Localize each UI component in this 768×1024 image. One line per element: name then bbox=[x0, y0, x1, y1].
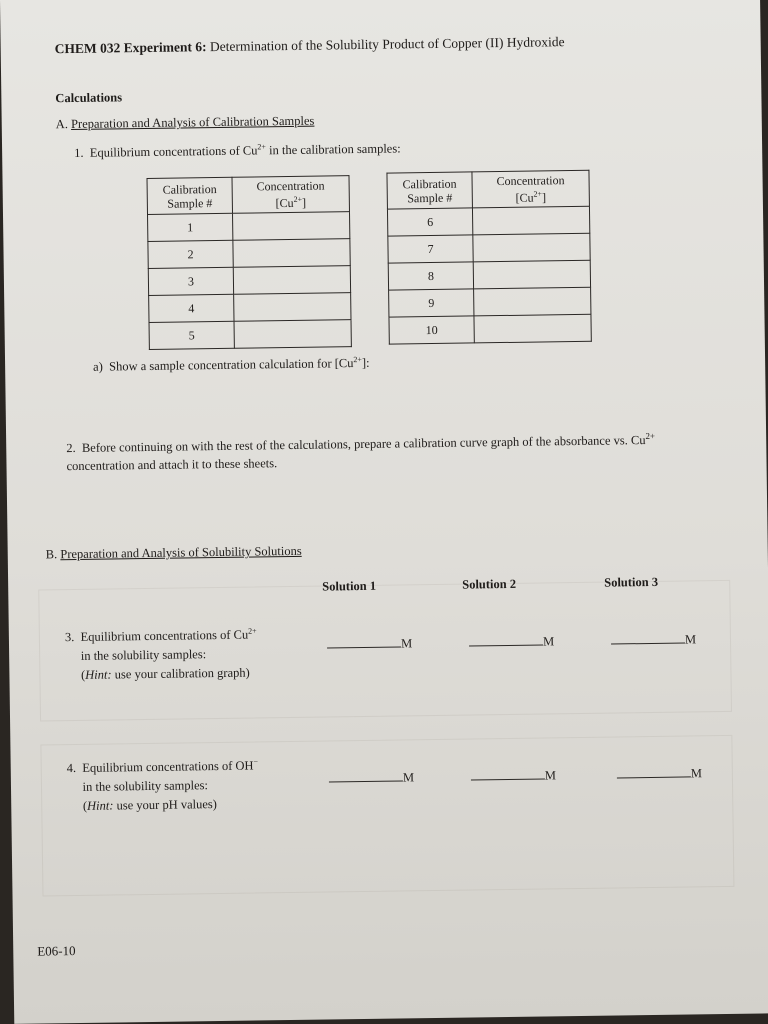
page-title: CHEM 032 Experiment 6: Determination of the Solubility Product of Copper (II) Hydroxide bbox=[54, 34, 565, 57]
q4-solution-1-blank[interactable]: M bbox=[329, 768, 414, 786]
section-a-heading: A. Preparation and Analysis of Calibration Samples bbox=[55, 113, 315, 132]
solution-2-header: Solution 2 bbox=[462, 576, 517, 592]
table-row bbox=[148, 239, 350, 269]
table-row bbox=[149, 320, 351, 350]
sample-number: 4 bbox=[149, 294, 234, 322]
concentration-cell[interactable] bbox=[233, 212, 350, 241]
solution-1-header: Solution 1 bbox=[322, 578, 377, 594]
calibration-table-left bbox=[146, 175, 351, 350]
table-row bbox=[149, 293, 351, 323]
header-concentration: Concentration $[Cu^{2+}]$ bbox=[232, 176, 349, 214]
q4-solution-2-blank[interactable]: M bbox=[471, 766, 556, 784]
solution-3-header: Solution 3 bbox=[604, 574, 659, 590]
question-1a: a) Show a sample concentration calculation for $[Cu^{2+}]$: bbox=[93, 354, 370, 374]
sample-number: 1 bbox=[148, 213, 233, 241]
concentration-cell[interactable] bbox=[473, 260, 590, 289]
sample-number: 10 bbox=[389, 316, 474, 344]
question-1: 1. Equilibrium concentrations of $Cu^{2+}$ in the calibration samples: bbox=[74, 141, 401, 160]
sample-number: 6 bbox=[387, 208, 472, 236]
concentration-cell[interactable] bbox=[233, 266, 350, 295]
concentration-cell[interactable] bbox=[472, 206, 589, 235]
concentration-cell[interactable] bbox=[234, 293, 351, 322]
table-row bbox=[388, 260, 590, 290]
q3-solution-3-blank[interactable]: M bbox=[611, 630, 696, 648]
table-row bbox=[389, 287, 591, 317]
concentration-cell[interactable] bbox=[234, 320, 351, 349]
concentration-cell[interactable] bbox=[474, 287, 591, 316]
table-row bbox=[389, 314, 591, 344]
sample-number: 2 bbox=[148, 240, 233, 268]
section-b-heading: B. Preparation and Analysis of Solubility Solutions bbox=[45, 543, 302, 562]
q3-solution-1-blank[interactable]: M bbox=[327, 634, 412, 652]
sample-number: 8 bbox=[388, 262, 473, 290]
concentration-cell[interactable] bbox=[233, 239, 350, 268]
header-sample: Calibration Sample # bbox=[387, 172, 472, 209]
header-concentration: Concentration $[Cu^{2+}]$ bbox=[472, 170, 589, 208]
q3-solution-2-blank[interactable]: M bbox=[469, 632, 554, 650]
table-row bbox=[148, 266, 350, 296]
question-2: 2. Before continuing on with the rest of the calculations, prepare a calibration curve graph of the absorbance vs. $Cu^{2+}$ concentration and attach it to these sheets. bbox=[66, 430, 656, 474]
sample-number: 3 bbox=[148, 267, 233, 295]
q4-solution-3-blank[interactable]: M bbox=[617, 764, 702, 782]
table-row bbox=[388, 233, 590, 263]
table-row bbox=[148, 212, 350, 242]
table-row bbox=[387, 206, 589, 236]
sample-number: 7 bbox=[388, 235, 473, 263]
calculations-heading: Calculations bbox=[55, 90, 123, 106]
sample-number: 9 bbox=[389, 289, 474, 317]
concentration-cell[interactable] bbox=[474, 314, 591, 343]
page-code: E06-10 bbox=[37, 943, 76, 959]
question-4: 4. Equilibrium concentrations of OH− in the solubility samples: (Hint: use your pH values) bbox=[66, 757, 259, 814]
sample-number: 5 bbox=[149, 321, 234, 349]
calibration-table-right bbox=[386, 170, 591, 345]
question-3: 3. Equilibrium concentrations of $Cu^{2+}$ in the solubility samples: (Hint: use your calibration graph) bbox=[64, 626, 257, 683]
concentration-cell[interactable] bbox=[473, 233, 590, 262]
header-sample: Calibration Sample # bbox=[147, 177, 232, 214]
